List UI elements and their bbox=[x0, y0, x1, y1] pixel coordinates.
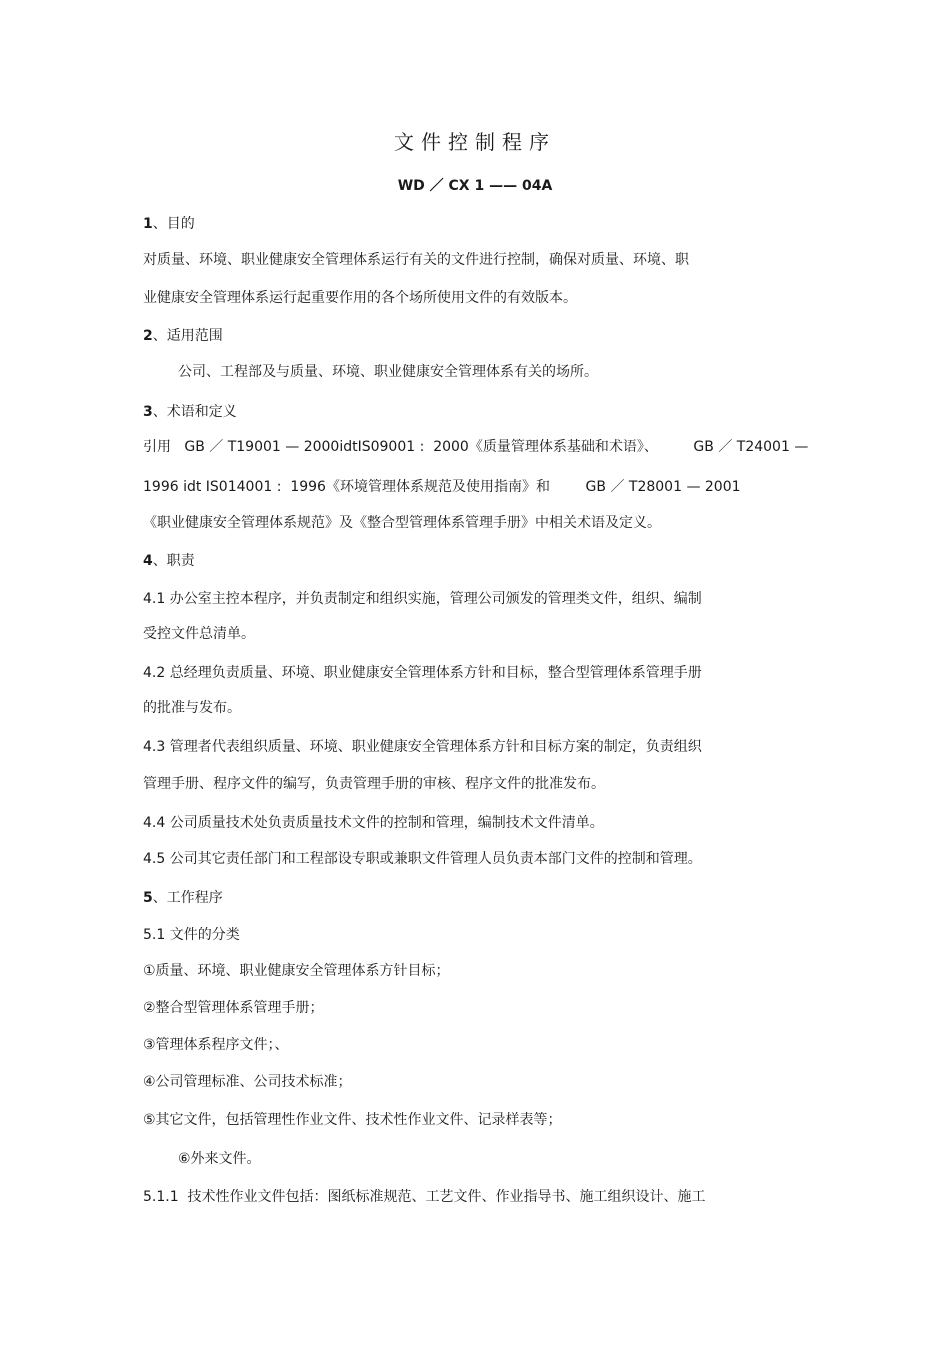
list-item: ②整合型管理体系管理手册； bbox=[143, 1000, 324, 1016]
document-title: 文件控制程序 bbox=[394, 130, 556, 154]
section-heading-responsibilities: 4、职责 bbox=[143, 553, 195, 569]
section-heading-procedure: 5、工作程序 bbox=[143, 890, 223, 906]
paragraph-line: 公司、工程部及与质量、环境、职业健康安全管理体系有关的场所。 bbox=[178, 364, 598, 380]
document-number: WD ／ CX 1 —— 04A bbox=[397, 178, 553, 194]
paragraph-line: 引用 GB ／ T19001 — 2000idtIS09001 : 2000《质量管理体系基础和术语》、 GB ／ T24001 — bbox=[143, 439, 809, 455]
section-heading-terms: 3、术语和定义 bbox=[143, 404, 237, 420]
paragraph-line: 4.1 办公室主控本程序，并负责制定和组织实施，管理公司颁发的管理类文件，组织、编制 bbox=[143, 591, 702, 607]
paragraph-line: 受控文件总清单。 bbox=[143, 626, 255, 642]
paragraph-line: 4.5 公司其它责任部门和工程部设专职或兼职文件管理人员负责本部门文件的控制和管理。 bbox=[143, 851, 702, 867]
paragraph-line: 4.2 总经理负责质量、环境、职业健康安全管理体系方针和目标，整合型管理体系管理手册 bbox=[143, 665, 702, 681]
paragraph-line: 管理手册、程序文件的编写，负责管理手册的审核、程序文件的批准发布。 bbox=[143, 776, 605, 792]
list-item: ⑥外来文件。 bbox=[178, 1151, 261, 1167]
paragraph-line: 对质量、环境、职业健康安全管理体系运行有关的文件进行控制，确保对质量、环境、职 bbox=[143, 252, 689, 268]
paragraph-line: 的批准与发布。 bbox=[143, 700, 241, 716]
section-heading-scope: 2、适用范围 bbox=[143, 328, 223, 344]
paragraph-line: 4.3 管理者代表组织质量、环境、职业健康安全管理体系方针和目标方案的制定，负责组织 bbox=[143, 739, 702, 755]
paragraph-line: 1996 idt IS014001 : 1996《环境管理体系规范及使用指南》和 GB ／ T28001 — 2001 bbox=[143, 479, 741, 495]
list-item: ⑤其它文件，包括管理性作业文件、技术性作业文件、记录样表等； bbox=[143, 1112, 562, 1128]
paragraph-line: 业健康安全管理体系运行起重要作用的各个场所使用文件的有效版本。 bbox=[143, 290, 577, 306]
section-heading-purpose: 1、目的 bbox=[143, 216, 195, 232]
list-item: ③管理体系程序文件；、 bbox=[143, 1037, 289, 1053]
paragraph-line: 5.1.1 技术性作业文件包括：图纸标准规范、工艺文件、作业指导书、施工组织设计、施工 bbox=[143, 1189, 706, 1205]
paragraph-line: 《职业健康安全管理体系规范》及《整合型管理体系管理手册》中相关术语及定义。 bbox=[143, 515, 661, 531]
list-item: ①质量、环境、职业健康安全管理体系方针目标； bbox=[143, 963, 450, 979]
paragraph-line: 4.4 公司质量技术处负责质量技术文件的控制和管理，编制技术文件清单。 bbox=[143, 815, 604, 831]
paragraph-line: 5.1 文件的分类 bbox=[143, 927, 240, 943]
list-item: ④公司管理标准、公司技术标准； bbox=[143, 1074, 352, 1090]
